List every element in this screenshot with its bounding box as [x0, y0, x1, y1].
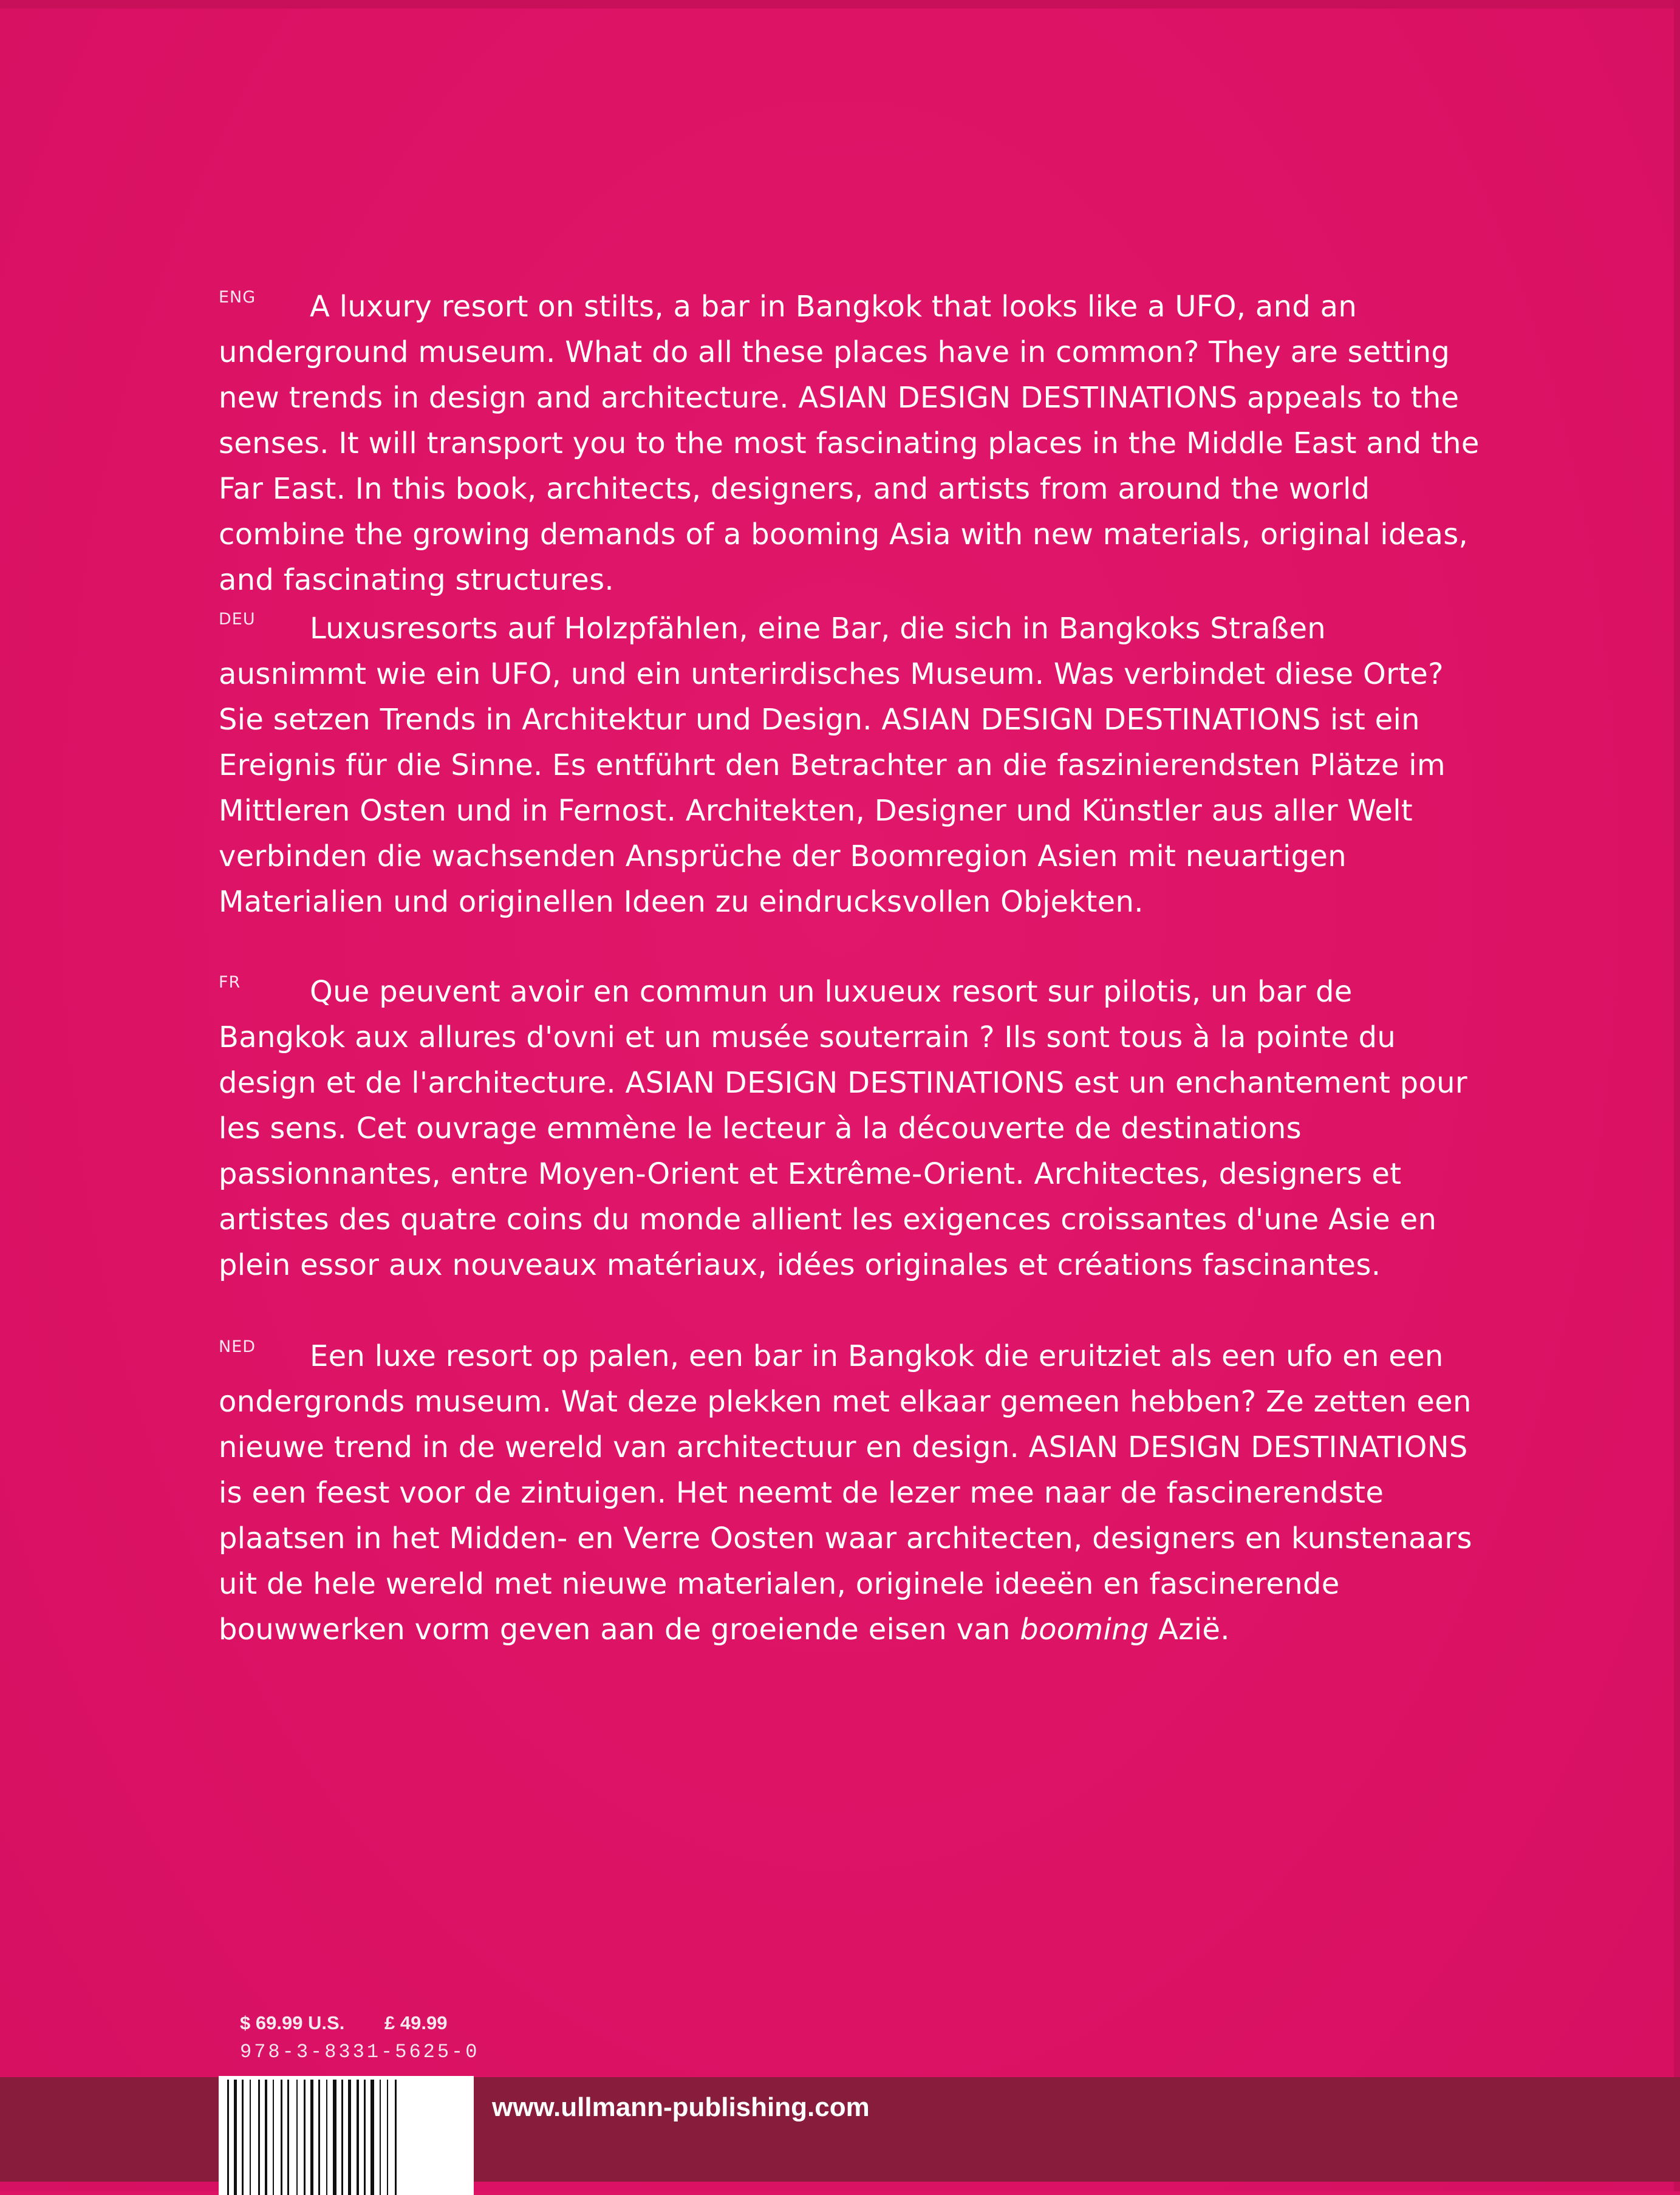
section-french	[219, 969, 1482, 1288]
barcode-bar	[296, 2080, 298, 2195]
barcode	[219, 2076, 474, 2195]
language-tag-deu: DEU	[219, 610, 256, 629]
barcode-bar	[348, 2080, 351, 2195]
barcode-bar	[380, 2080, 381, 2195]
barcode-bar	[310, 2080, 313, 2195]
isbn-number: 978-3-8331-5625-0	[240, 2041, 480, 2063]
description-french: Que peuvent avoir en commun un luxueux resort sur pilotis, un bar de Bangkok aux allures d'ovni et un musée souterrain ? Ils sont tous à la pointe du design et de l'architecture. ASIAN DESIGN DESTINATIONS est un enchantement pour les sens. Cet ouvrage emmène le lecteur à la découverte de destinations passionnantes, entre Moyen-Orient et Extrême-Orient. Architectes, designers et artistes des quatre coins du monde allient les exigences croissantes d'une Asie en plein essor aux nouveaux matériaux, idées originales et créations fascinantes.	[219, 975, 1467, 1282]
barcode-bar	[357, 2080, 359, 2195]
price-usd: $ 69.99 U.S.	[240, 2012, 345, 2033]
description-dutch-main: Een luxe resort op palen, een bar in Bangkok die eruitziet als een ufo en een ondergronds museum. Wat deze plekken met elkaar gemeen hebben? Ze zetten een nieuwe trend in de wereld van architectuur en design. ASIAN DESIGN DESTINATIONS is een feest voor de zintuigen. Het neemt de lezer mee naar de fascinerendste plaatsen in het Midden- en Verre Oosten waar architecten, designers en kunstenaars uit de hele wereld met nieuwe materialen, originele ideeën en fascinerende bouwwerken vorm geven aan de groeiende eisen van	[219, 1339, 1472, 1647]
price-gbp: £ 49.99	[384, 2012, 448, 2033]
cover-edge-top	[0, 0, 1680, 9]
description-dutch	[219, 1334, 1482, 1653]
barcode-bar	[258, 2080, 260, 2195]
language-tag-ned: NED	[219, 1337, 256, 1356]
description-dutch-end: Azië.	[1158, 1613, 1230, 1647]
section-german	[219, 606, 1482, 925]
barcode-bar	[370, 2080, 374, 2195]
barcode-bar	[333, 2080, 336, 2195]
barcode-bar	[242, 2080, 244, 2195]
section-english	[219, 284, 1482, 603]
description-german: Luxusresorts auf Holzpfählen, eine Bar, die sich in Bangkoks Straßen ausnimmt wie ein UFO, und ein unterirdisches Museum. Was verbindet diese Orte? Sie setzen Trends in Architektur und Design. ASIAN DESIGN DESTINATIONS ist ein Ereignis für die Sinne. Es entführt den Betrachter an die faszinierendsten Plätze im Mittleren Osten und in Fernost. Architekten, Designer und Künstler aus aller Welt verbinden die wachsenden Ansprüche der Boomregion Asien mit neuartigen Materialien und originellen Ideen zu eindrucksvollen Objekten.	[219, 612, 1446, 919]
barcode-bar	[364, 2080, 366, 2195]
description-english: A luxury resort on stilts, a bar in Bangkok that looks like a UFO, and an underground museum. What do all these places have in common? They are setting new trends in design and architecture. ASIAN DESIGN DESTINATIONS appeals to the senses. It will transport you to the most fascinating places in the Middle East and the Far East. In this book, architects, designers, and artists from around the world combine the growing demands of a booming Asia with new materials, original ideas, and fascinating structures.	[219, 290, 1480, 597]
publisher-url: www.ullmann-publishing.com	[492, 2092, 870, 2122]
cover-edge-right	[1674, 0, 1680, 2191]
barcode-bar	[250, 2080, 251, 2195]
barcode-bar	[281, 2080, 282, 2195]
barcode-bar	[387, 2080, 388, 2195]
barcode-bar	[273, 2080, 274, 2195]
barcode-bar	[395, 2080, 397, 2195]
language-tag-fr: FR	[219, 973, 241, 992]
barcode-bar	[265, 2080, 267, 2195]
barcode-bar	[227, 2080, 229, 2195]
description-dutch-italic: booming	[1020, 1613, 1149, 1647]
barcode-bars	[225, 2080, 468, 2195]
barcode-bar	[318, 2080, 320, 2195]
barcode-bar	[326, 2080, 327, 2195]
barcode-bar	[234, 2080, 237, 2195]
barcode-bar	[304, 2080, 306, 2195]
barcode-bar	[287, 2080, 289, 2195]
language-tag-eng: ENG	[219, 288, 256, 307]
section-dutch	[219, 1334, 1482, 1653]
barcode-bar	[341, 2080, 343, 2195]
